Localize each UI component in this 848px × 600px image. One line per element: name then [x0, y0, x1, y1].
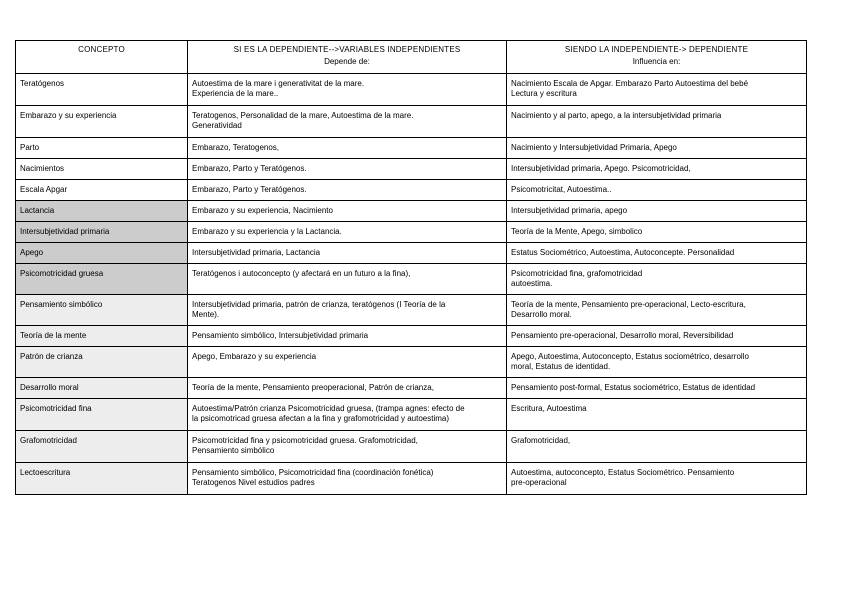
table-row — [16, 201, 807, 222]
cell-depende: Teoría de la mente, Pensamiento preoperacional, Patrón de crianza, — [188, 378, 507, 399]
subheader-depende: Depende de: — [188, 56, 507, 74]
cell-depende: Embarazo, Teratogenos, — [188, 138, 507, 159]
concept-table — [15, 40, 807, 495]
table-row — [16, 159, 807, 180]
cell-depende: Embarazo, Parto y Teratógenos. — [188, 159, 507, 180]
table-row — [16, 180, 807, 201]
cell-depende: Apego, Embarazo y su experiencia — [188, 347, 507, 378]
header-variables-independientes: SI ES LA DEPENDIENTE-->VARIABLES INDEPENDIENTES — [188, 41, 507, 57]
cell-concepto: Psicomotricidad fina — [16, 399, 188, 431]
cell-influencia: Intersubjetividad primaria, Apego. Psicomotricidad, — [507, 159, 807, 180]
table-row — [16, 264, 807, 295]
cell-depende: Teratógenos i autoconcepto (y afectará en un futuro a la fina), — [188, 264, 507, 295]
cell-depende: Embarazo y su experiencia y la Lactancia. — [188, 222, 507, 243]
cell-influencia: Estatus Sociométrico, Autoestima, Autoconcepte. Personalidad — [507, 243, 807, 264]
cell-concepto: Patrón de crianza — [16, 347, 188, 378]
cell-concepto: Teratógenos — [16, 74, 188, 106]
cell-influencia: Autoestima, autoconcepto, Estatus Sociométrico. Pensamiento pre-operacional — [507, 463, 807, 495]
header-concepto: CONCEPTO — [16, 41, 188, 57]
cell-influencia: Apego, Autoestima, Autoconcepto, Estatus sociométrico, desarrollo moral, Estatus de identidad. — [507, 347, 807, 378]
cell-depende: Pensamiento simbólico, Intersubjetividad primaria — [188, 326, 507, 347]
subheader-row — [16, 56, 807, 74]
header-dependiente: SIENDO LA INDEPENDIENTE-> DEPENDIENTE — [507, 41, 807, 57]
cell-influencia: Teoría de la Mente, Apego, simbolico — [507, 222, 807, 243]
table-row — [16, 74, 807, 106]
table-row — [16, 463, 807, 495]
cell-concepto: Embarazo y su experiencia — [16, 106, 188, 138]
cell-depende: Autoestima de la mare i generativitat de la mare. Experiencia de la mare.. — [188, 74, 507, 106]
cell-influencia: Nacimiento Escala de Apgar. Embarazo Parto Autoestima del bebé Lectura y escritura — [507, 74, 807, 106]
cell-influencia: Intersubjetividad primaria, apego — [507, 201, 807, 222]
cell-influencia: Nacimiento y al parto, apego, a la intersubjetividad primaria — [507, 106, 807, 138]
table-row — [16, 243, 807, 264]
cell-influencia: Escritura, Autoestima — [507, 399, 807, 431]
cell-concepto: Apego — [16, 243, 188, 264]
cell-depende: Psicomotricidad fina y psicomotricidad gruesa. Grafomotricidad, Pensamiento simbólico — [188, 431, 507, 463]
cell-depende: Autoestima/Patrón crianza Psicomotricidad gruesa, (trampa agnes: efecto de la psicomotricad gruesa afectan a la fina y grafomotricidad y autoestima) — [188, 399, 507, 431]
cell-depende: Embarazo y su experiencia, Nacimiento — [188, 201, 507, 222]
cell-concepto: Lectoescritura — [16, 463, 188, 495]
cell-concepto: Escala Apgar — [16, 180, 188, 201]
cell-influencia: Psicomotricidad fina, grafomotricidad autoestima. — [507, 264, 807, 295]
table-row — [16, 431, 807, 463]
table-row — [16, 106, 807, 138]
table-row — [16, 138, 807, 159]
cell-influencia: Pensamiento post-formal, Estatus sociométrico, Estatus de identidad — [507, 378, 807, 399]
cell-influencia: Pensamiento pre-operacional, Desarrollo moral, Reversibilidad — [507, 326, 807, 347]
cell-concepto: Desarrollo moral — [16, 378, 188, 399]
cell-depende: Intersubjetividad primaria, patrón de crianza, teratógenos (I Teoría de la Mente). — [188, 295, 507, 326]
cell-influencia: Psicomotricitat, Autoestima.. — [507, 180, 807, 201]
cell-depende: Embarazo, Parto y Teratógenos. — [188, 180, 507, 201]
table-row — [16, 399, 807, 431]
cell-influencia: Nacimiento y Intersubjetividad Primaria, Apego — [507, 138, 807, 159]
table-row — [16, 222, 807, 243]
subheader-influencia: Influencia en: — [507, 56, 807, 74]
table-row — [16, 378, 807, 399]
cell-concepto: Nacimientos — [16, 159, 188, 180]
cell-concepto: Intersubjetividad primaria — [16, 222, 188, 243]
cell-depende: Intersubjetividad primaria, Lactancia — [188, 243, 507, 264]
table-row — [16, 347, 807, 378]
cell-depende: Pensamiento simbólico, Psicomotricidad fina (coordinación fonética) Teratogenos Nivel estudios padres — [188, 463, 507, 495]
subheader-concepto — [16, 56, 188, 74]
cell-concepto: Parto — [16, 138, 188, 159]
header-row — [16, 41, 807, 57]
cell-concepto: Lactancia — [16, 201, 188, 222]
table-row — [16, 326, 807, 347]
cell-concepto: Grafomotricidad — [16, 431, 188, 463]
cell-concepto: Psicomotricidad gruesa — [16, 264, 188, 295]
cell-influencia: Teoría de la mente, Pensamiento pre-operacional, Lecto-escritura, Desarrollo moral. — [507, 295, 807, 326]
cell-concepto: Pensamiento simbólico — [16, 295, 188, 326]
cell-depende: Teratogenos, Personalidad de la mare, Autoestima de la mare. Generatividad — [188, 106, 507, 138]
table-row — [16, 295, 807, 326]
cell-concepto: Teoría de la mente — [16, 326, 188, 347]
cell-influencia: Grafomotricidad, — [507, 431, 807, 463]
